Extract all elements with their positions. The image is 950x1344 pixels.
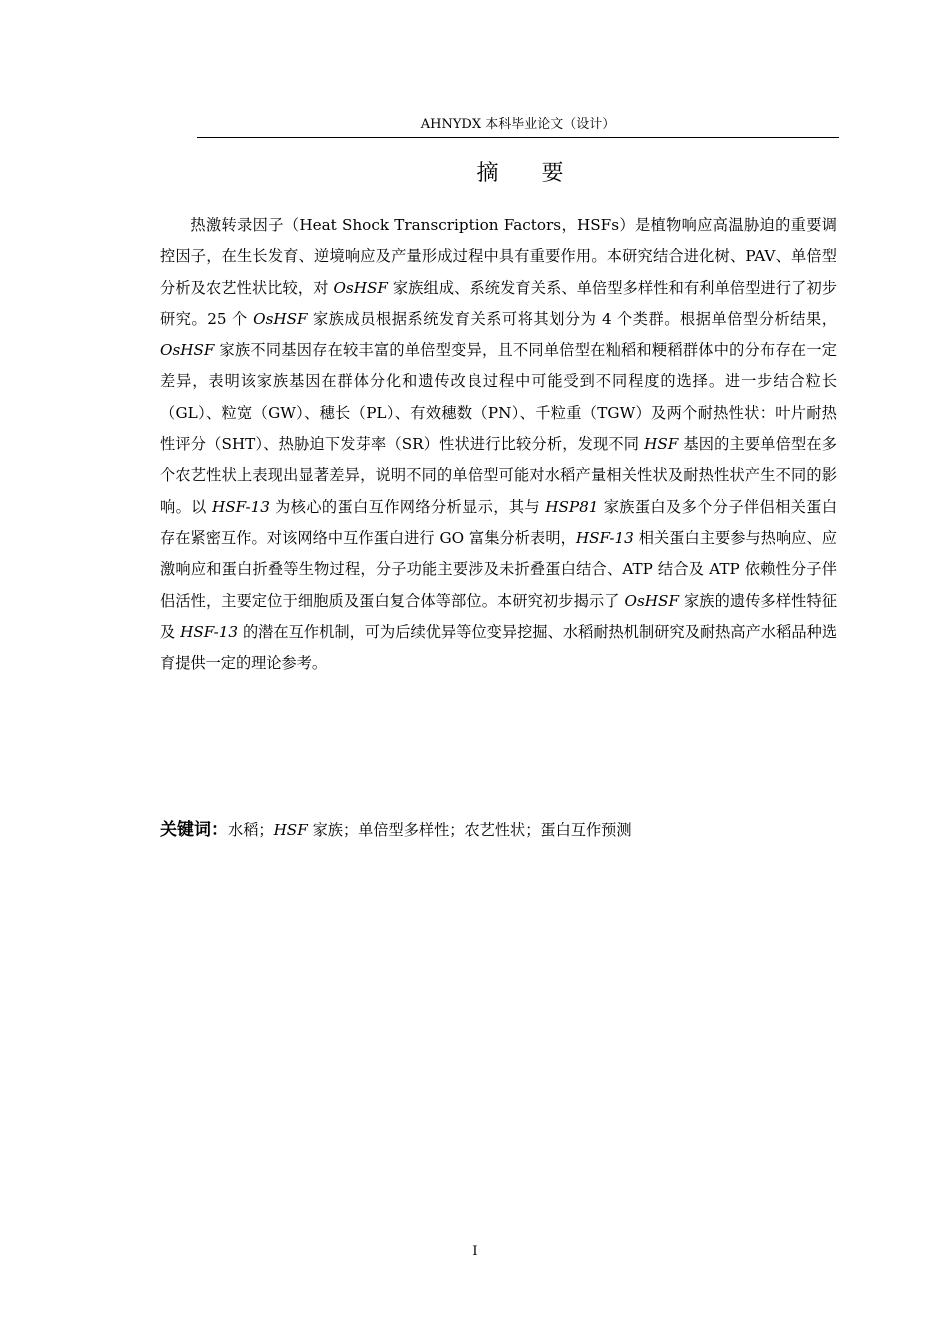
abstract-text: 家族不同基因存在较丰富的单倍型变异，且不同单倍型在籼稻和粳稻群体中的分布存在一定差异，表明该家族基因在群体分化和遗传改良过程中可能受到不同程度的选择。进一步结合粒长（GL）、粒宽（GW）、穗长（PL）、有效穗数（PN）、千粒重（TGW）及两个耐热性状：叶片耐热性评分（SHT）、热胁迫下发芽率（SR）性状进行比较分析，发现不同	[160, 341, 837, 454]
abstract-text: 的潜在互作机制，可为后续优异等位变异挖掘、水稻耐热机制研究及耐热高产水稻品种选育提供一定的理论参考。	[160, 622, 838, 673]
keywords-label: 关键词：	[160, 820, 228, 840]
abstract-text: 家族的遗传多样性特征及	[160, 591, 838, 641]
abstract-paragraph	[160, 210, 837, 679]
gene-name: HSF-13	[211, 497, 270, 516]
gene-name: OsHSF	[624, 591, 679, 610]
gene-name: HSP81	[545, 497, 599, 516]
keywords-line	[160, 815, 837, 846]
abstract-text: 热激转录因子（Heat Shock Transcription Factors，HSFs）是植物响应高温胁迫的重要调控因子，在生长发育、逆境响应及产量形成过程中具有重要作用。本研究结合进化树、PAV、单倍型分析及农艺性状比较，对	[160, 216, 837, 297]
keyword-gene: HSF	[273, 821, 308, 839]
running-header: AHNYDX 本科毕业论文（设计）	[420, 117, 616, 132]
keyword-text: 家族；单倍型多样性；农艺性状；蛋白互作预测	[307, 821, 632, 839]
abstract-text: 家族蛋白及多个分子伴侣相关蛋白存在紧密互作。对该网络中互作蛋白进行 GO 富集分析表明，	[160, 497, 838, 547]
page-number: I	[472, 1244, 478, 1259]
gene-name: HSF	[644, 435, 679, 454]
abstract-text: 基因的主要单倍型在多个农艺性状上表现出显著差异，说明不同的单倍型可能对水稻产量相关性状及耐热性状产生不同的影响。以	[160, 435, 837, 516]
abstract-text: 为核心的蛋白互作网络分析显示，其与	[269, 497, 546, 516]
gene-name: HSF-13	[575, 528, 634, 547]
gene-name: OsHSF	[333, 278, 388, 297]
abstract-text: 相关蛋白主要参与热响应、应激响应和蛋白折叠等生物过程，分子功能主要涉及未折叠蛋白结合、ATP 结合及 ATP 依赖性分子伴侣活性，主要定位于细胞质及蛋白复合体等部位。本研究初步揭示了	[160, 528, 837, 610]
gene-name: HSF-13	[180, 622, 239, 641]
abstract-text: 家族成员根据系统发育关系可将其划分为 4 个类群。根据单倍型分析结果，	[307, 309, 837, 328]
abstract-title: 摘 要	[476, 161, 582, 186]
header-rule	[197, 137, 839, 138]
gene-name: OsHSF	[160, 341, 215, 360]
keyword-text: 水稻；	[228, 821, 274, 839]
abstract-text: 家族组成、系统发育关系、单倍型多样性和有利单倍型进行了初步研究。25 个	[160, 278, 838, 328]
gene-name: OsHSF	[253, 309, 308, 328]
